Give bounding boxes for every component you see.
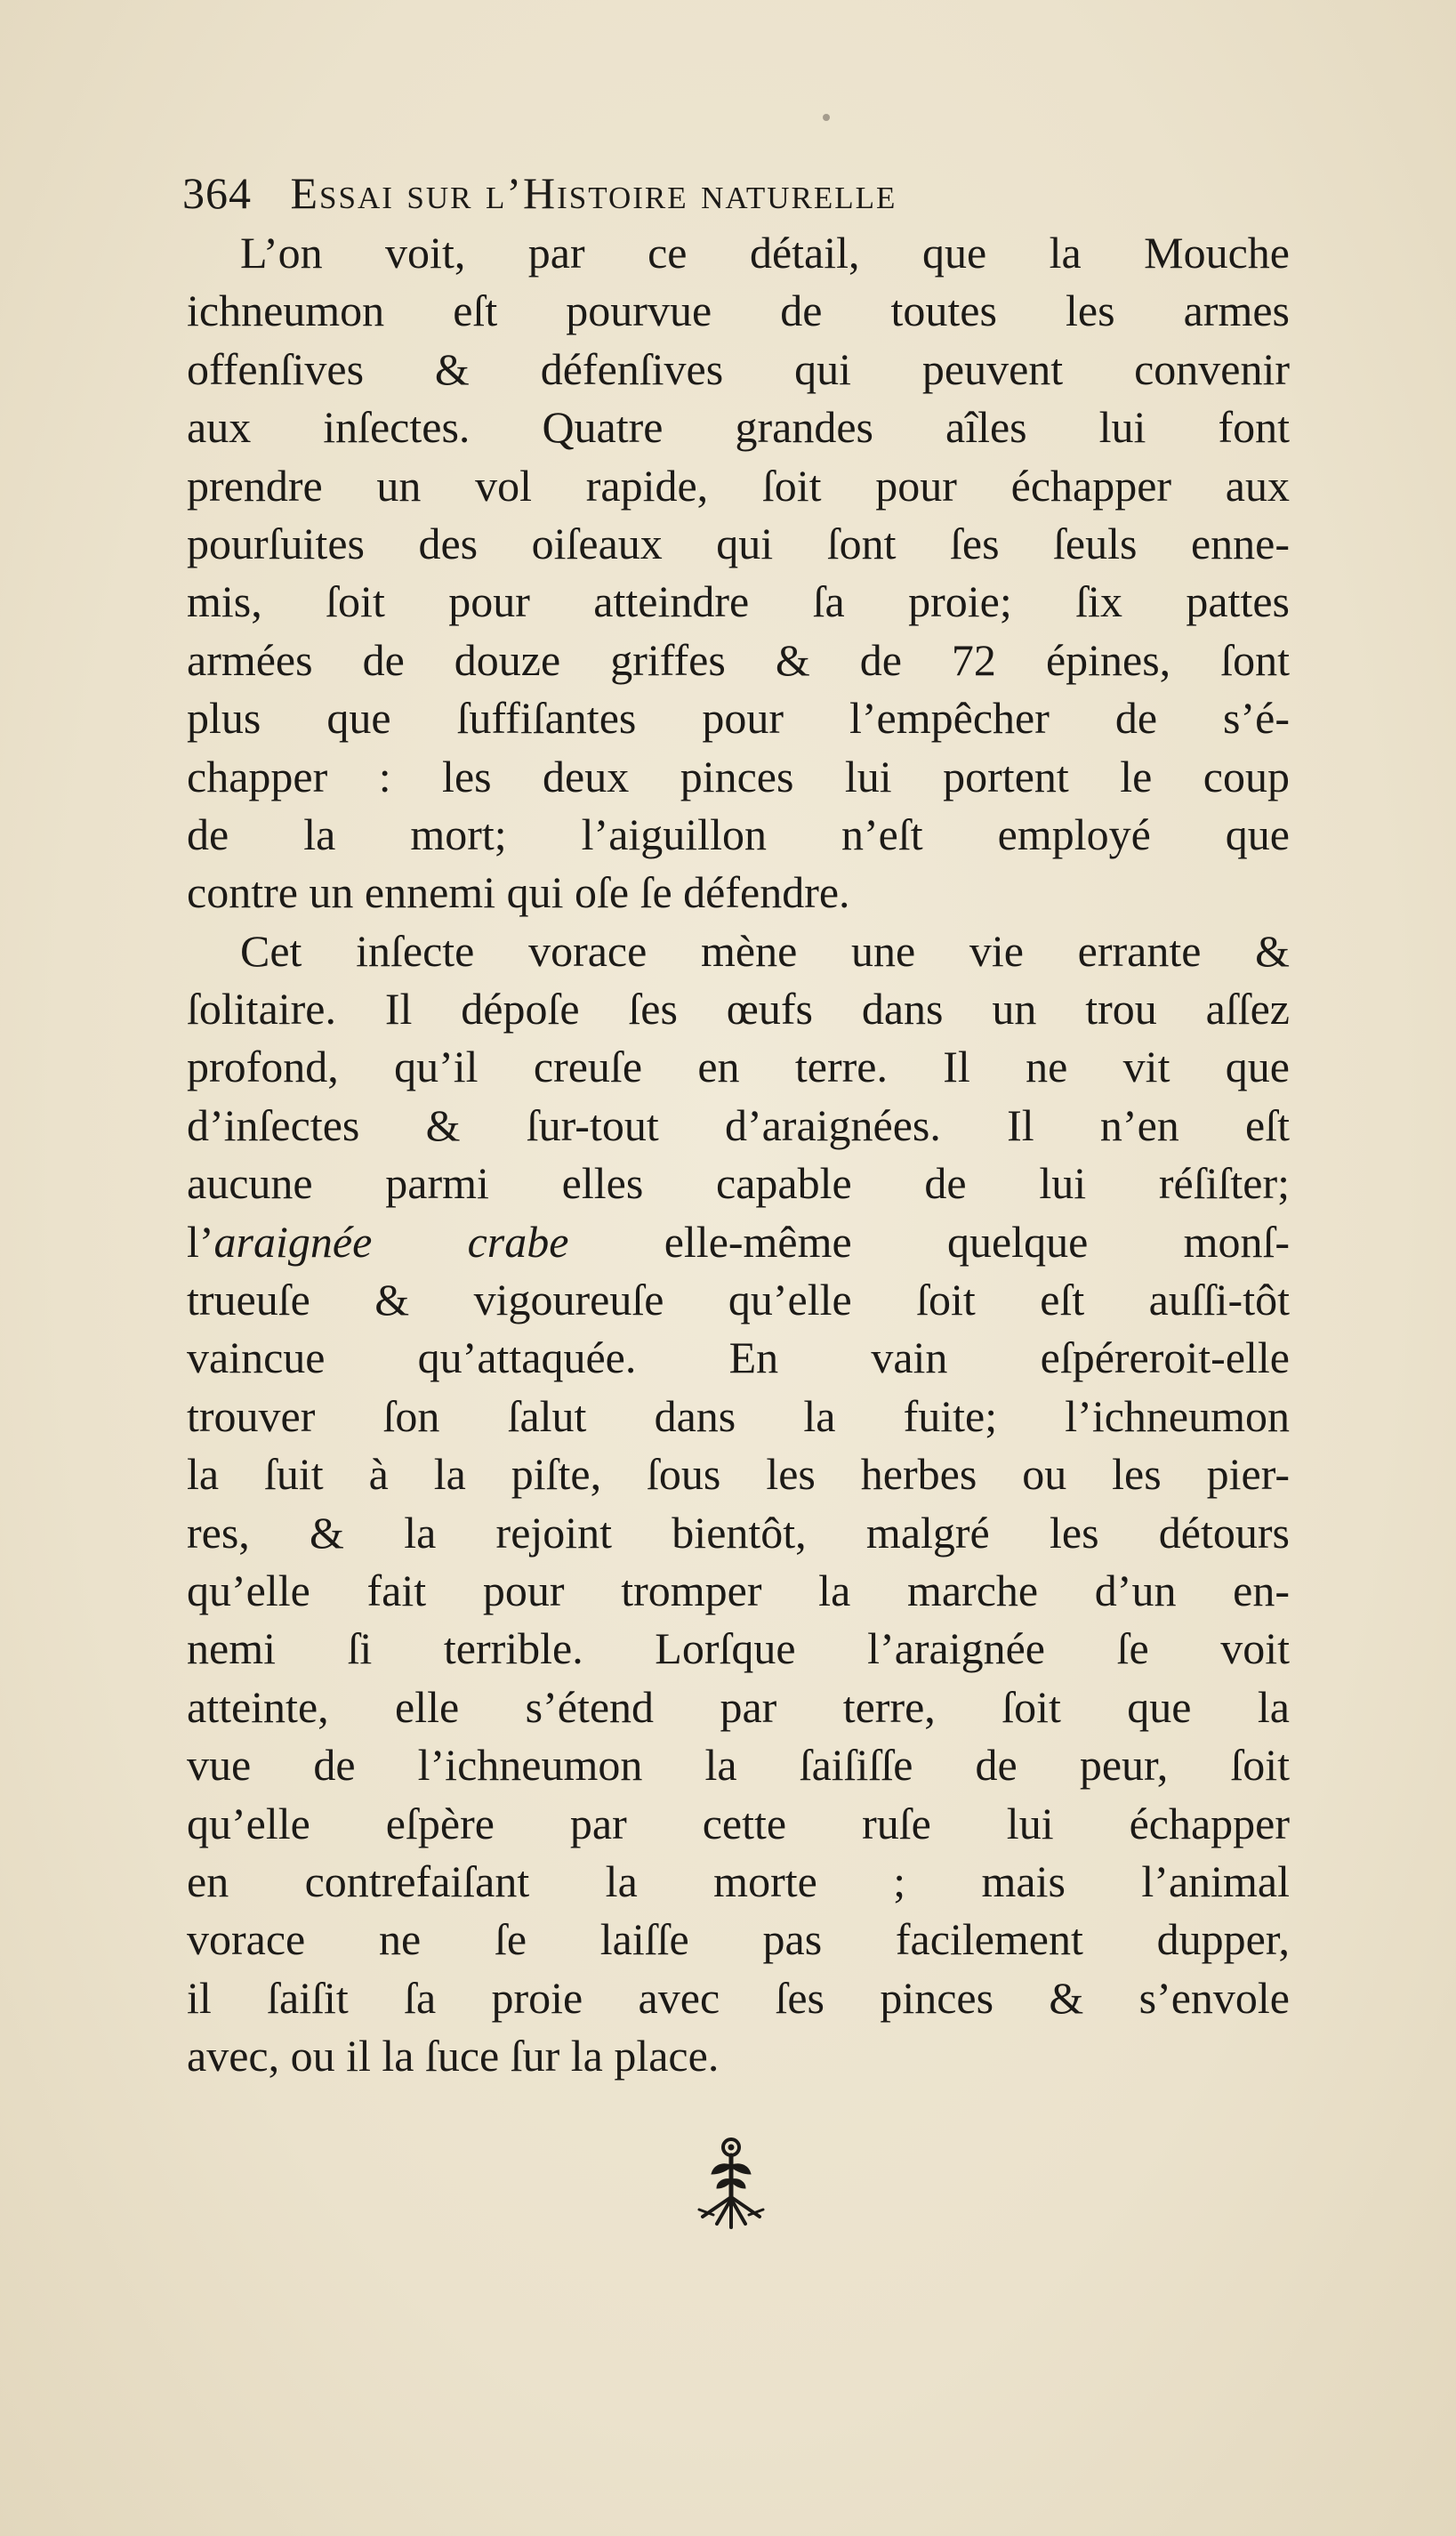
body-text: [187, 224, 1290, 2086]
italic-species-name: araignée crabe: [213, 1216, 569, 1267]
ink-speck: [823, 114, 830, 121]
text-line: la ſuit à la piſte, ſous les herbes ou les pier-: [187, 1449, 1290, 1500]
text-line: trouver ſon ſalut dans la fuite; l’ichneumon: [187, 1390, 1290, 1441]
text-line: mis, ſoit pour atteindre ſa proie; ſix pattes: [187, 576, 1290, 627]
running-title: Essai sur l’Histoire naturelle: [290, 168, 897, 218]
text-line: armées de douze griffes & de 72 épines, ſont: [187, 634, 1290, 685]
text-line: aux inſectes. Quatre grandes aîles lui font: [187, 402, 1290, 453]
text-line: trueuſe & vigoureuſe qu’elle ſoit eſt auſſi-tôt: [187, 1275, 1290, 1325]
text-line: prendre un vol rapide, ſoit pour échapper aux: [187, 460, 1290, 511]
text-line: qu’elle fait pour tromper la marche d’un en-: [187, 1565, 1290, 1615]
text-line: nemi ſi terrible. Lorſque l’araignée ſe voit: [187, 1623, 1290, 1674]
text-line: res, & la rejoint bientôt, malgré les détours: [187, 1507, 1290, 1558]
text-line: en contrefaiſant la morte ; mais l’animal: [187, 1856, 1290, 1906]
text-line: vorace ne ſe laiſſe pas facilement dupper,: [187, 1914, 1290, 1965]
text-line-with-italic: [187, 1213, 1290, 1271]
text-line: qu’elle eſpère par cette ruſe lui échapper: [187, 1798, 1290, 1848]
line-prefix: l’: [187, 1216, 214, 1267]
text-line: plus que ſuffiſantes pour l’empêcher de s’é-: [187, 693, 1290, 744]
text-line: contre un ennemi qui oſe ſe défendre.: [187, 867, 850, 918]
text-line: vaincue qu’attaquée. En vain eſpéreroit-elle: [187, 1332, 1290, 1383]
text-line: aucune parmi elles capable de lui réſiſter;: [187, 1158, 1290, 1209]
text-line: atteinte, elle s’étend par terre, ſoit que la: [187, 1681, 1290, 1732]
text-line: avec, ou il la ſuce ſur la place.: [187, 2031, 720, 2081]
text-line: d’inſectes & ſur-tout d’araignées. Il n’en eſt: [187, 1099, 1290, 1150]
paragraph-2: [187, 922, 1290, 2086]
text-line: L’on voit, par ce détail, que la Mouche: [240, 228, 1290, 278]
text-line: ſolitaire. Il dépoſe ſes œufs dans un trou aſſez: [187, 984, 1290, 1035]
page-header: [182, 162, 1290, 224]
paragraph-1: [187, 224, 1290, 922]
text-line: pourſuites des oiſeaux qui ſont ſes ſeuls enne-: [187, 518, 1290, 568]
line-suffix: elle-même quelque monſ-: [568, 1216, 1290, 1267]
text-line: Cet inſecte vorace mène une vie errante &: [240, 925, 1290, 976]
text-line: vue de l’ichneumon la ſaiſiſſe de peur, ſoit: [187, 1740, 1290, 1791]
floral-tailpiece-icon: [687, 2135, 776, 2233]
page-number: 364: [182, 168, 252, 218]
text-line: chapper : les deux pinces lui portent le coup: [187, 751, 1290, 801]
text-line: offenſives & défenſives qui peuvent convenir: [187, 343, 1290, 394]
text-line: profond, qu’il creuſe en terre. Il ne vit que: [187, 1042, 1290, 1092]
text-line: de la mort; l’aiguillon n’eſt employé que: [187, 809, 1290, 859]
text-line: il ſaiſit ſa proie avec ſes pinces & s’envole: [187, 1972, 1290, 2023]
text-line: ichneumon eſt pourvue de toutes les armes: [187, 286, 1290, 336]
